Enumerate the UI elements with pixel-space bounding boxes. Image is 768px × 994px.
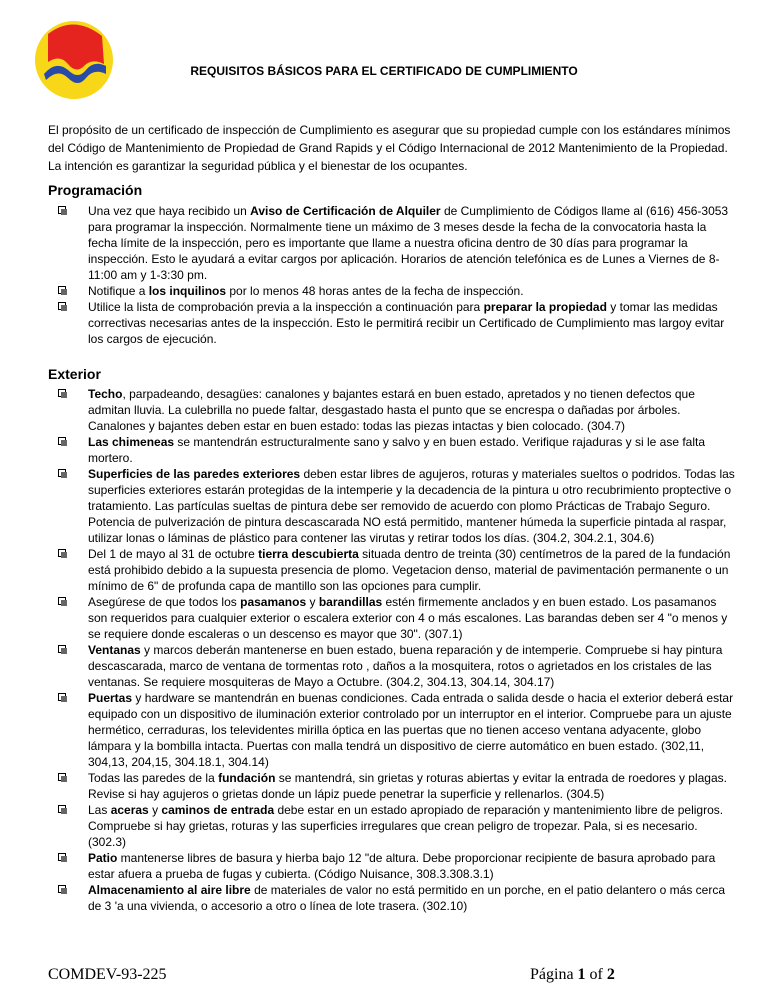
section-heading-exterior: Exterior bbox=[48, 366, 101, 382]
checkbox-bullet-icon bbox=[58, 437, 66, 445]
checkbox-bullet-icon bbox=[58, 286, 66, 294]
form-code: COMDEV-93-225 bbox=[48, 966, 167, 983]
list-item: Del 1 de mayo al 31 de octubre tierra descubierta situada dentro de treinta (30) centímetros de la pared de la fundación está prohibido debido a la supuesta presencia de plomo. Vegetacion denso, material de pavimentación permanente o un mínimo de 6" de profunda capa de mantillo son las opciones para cumplir. bbox=[48, 546, 738, 594]
list-item: Asegúrese de que todos los pasamanos y barandillas estén firmemente anclados y en buen estado. Los pasamanos son requeridos para cualquier exterior o escalera exterior con 4 o más escalones. Las barandas deben ser 4 "o menos y se requiere donde escaleras o un descenso es mayor que 30". (307.1) bbox=[48, 594, 738, 642]
list-item: Las aceras y caminos de entrada debe estar en un estado apropiado de reparación y mantenimiento libre de peligros. Compruebe si hay grietas, roturas y las superficies irregulares que crean peligro de tropezar. Pala, si es necesario. (302.3) bbox=[48, 802, 738, 850]
checkbox-bullet-icon bbox=[58, 389, 66, 397]
document-title: REQUISITOS BÁSICOS PARA EL CERTIFICADO DE CUMPLIMIENTO bbox=[190, 64, 578, 78]
list-item: Ventanas y marcos deberán mantenerse en buen estado, buena reparación y de intemperie. Compruebe si hay pintura descascarada, marco de ventana de tormentas roto , daños a la mosquitera, rotos o agrietados en los cristales de las ventanas. Se requiere mosquiteras de Mayo a Octubre. (304.2, 304.13, 304.14, 304.17) bbox=[48, 642, 738, 690]
list-item: Las chimeneas se mantendrán estructuralmente sano y salvo y en buen estado. Verifique rajaduras y si le ase falta mortero. bbox=[48, 434, 738, 466]
intro-paragraph: El propósito de un certificado de inspección de Cumplimiento es asegurar que su propiedad cumple con los estándares mínimos del Código de Mantenimiento de Propiedad de Grand Rapids y el Código Internacional de 2012 Mantenimiento de la Propiedad. La intención es garantizar la seguridad pública y el bienestar de los ocupantes. bbox=[48, 123, 731, 173]
list-item: Una vez que haya recibido un Aviso de Certificación de Alquiler de Cumplimiento de Códigos llame al (616) 456-3053 para programar la inspección. Normalmente tiene un máximo de 3 meses desde la fecha de la convocatoria hasta la fecha límite de la inspección, pero es importante que llame a nuestra oficina dentro de 30 días para programar la inspección. Esto le ayudará a evitar cargos por aplicación. Horarios de atención telefónica es de Lunes a Viernes de 8-11:00 am y 1-3:30 pm. bbox=[48, 203, 738, 283]
checkbox-bullet-icon bbox=[58, 773, 66, 781]
list-item: Todas las paredes de la fundación se mantendrá, sin grietas y roturas abiertas y evitar la entrada de roedores y plagas. Revise si hay agujeros o grietas donde un lápiz puede penetrar la superficie y rellenarlos. (304.5) bbox=[48, 770, 738, 802]
list-item: Superficies de las paredes exteriores deben estar libres de agujeros, roturas y materiales sueltos o podridos. Todas las superficies exteriores estarán protegidas de la intemperie y la decadencia de la pintura u otro recubrimiento proptective o tratamiento. Las partículas sueltas de pintura debe ser removido de acuerdo con plomo Prácticas de Trabajo Seguro. Potencia de pulverización de pintura descascarada NO está permitido, mantener húmeda la superficie pintada al raspar, utilizar lonas o láminas de plástico para contener las virutas y retirar todos los días. (304.2, 304.2.1, 304.6) bbox=[48, 466, 738, 546]
checkbox-bullet-icon bbox=[58, 693, 66, 701]
checkbox-bullet-icon bbox=[58, 597, 66, 605]
checkbox-bullet-icon bbox=[58, 206, 66, 214]
checkbox-bullet-icon bbox=[58, 645, 66, 653]
city-logo bbox=[34, 20, 114, 100]
list-item: Patio mantenerse libres de basura y hierba bajo 12 "de altura. Debe proporcionar recipiente de basura aprobado para estar afuera a prueba de fugas y cubierta. (Código Nuisance, 308.3.308.3.1) bbox=[48, 850, 738, 882]
section-heading-programacion: Programación bbox=[48, 182, 143, 198]
exterior-list bbox=[48, 386, 738, 914]
page-number: Página 1 of 2 bbox=[530, 966, 615, 983]
checkbox-bullet-icon bbox=[58, 469, 66, 477]
programacion-list bbox=[48, 203, 738, 347]
checkbox-bullet-icon bbox=[58, 302, 66, 310]
checkbox-bullet-icon bbox=[58, 885, 66, 893]
checkbox-bullet-icon bbox=[58, 805, 66, 813]
list-item: Techo, parpadeando, desagües: canalones y bajantes estará en buen estado, apretados y no tienen defectos que admitan lluvia. La culebrilla no puede faltar, desgastado hasta el punto que se encrespa o dañadas por árboles. Canalones y bajantes deben estar en buen estado: todas las piezas intactas y bien colocado. (304.7) bbox=[48, 386, 738, 434]
list-item: Almacenamiento al aire libre de materiales de valor no está permitido en un porche, en el patio delantero o más cerca de 3 'a una vivienda, o accesorio a otro o línea de lote trasera. (302.10) bbox=[48, 882, 738, 914]
list-item: Notifique a los inquilinos por lo menos 48 horas antes de la fecha de inspección. bbox=[48, 283, 738, 299]
checkbox-bullet-icon bbox=[58, 549, 66, 557]
list-item: Puertas y hardware se mantendrán en buenas condiciones. Cada entrada o salida desde o hacia el exterior deberá estar equipado con un dispositivo de iluminación exterior controlado por un interruptor en el interior. Compruebe para un ajuste hermético, cerraduras, los televidentes mirilla óptica en las puertas que no tienen acceso ventana adyacente, globo lámpara y la bombilla intacta. Puertas con malla tendrá un dispositivo de cierre automático en buen estado. (302,11, 304,13, 204,15, 304.18.1, 304.14) bbox=[48, 690, 738, 770]
checkbox-bullet-icon bbox=[58, 853, 66, 861]
list-item: Utilice la lista de comprobación previa a la inspección a continuación para preparar la propiedad y tomar las medidas correctivas necesarias antes de la inspección. Esto le permitirá recibir un Certificado de Cumplimiento mas largoy evitar los cargos de ejecución. bbox=[48, 299, 738, 347]
